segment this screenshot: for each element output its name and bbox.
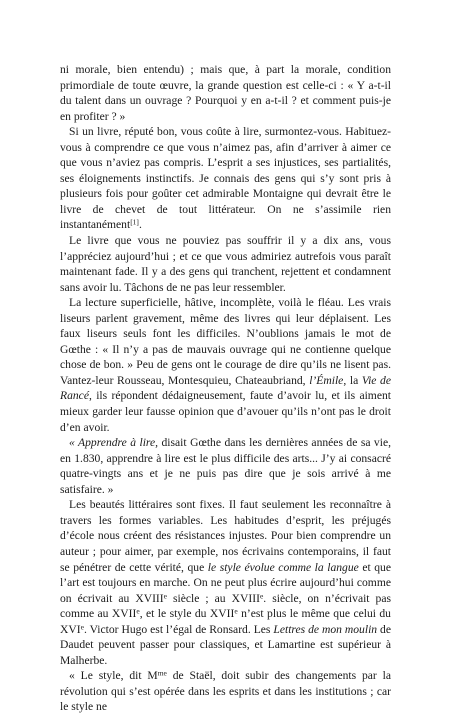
- text-run: ni morale, bien entendu) ; mais que, à part la morale, condition primordiale de toute œuvre, la grande question est celle-ci : « Y a-t-il du talent dans un ouvrage ? Pourquoi y en a-t-il ? et comment puis-je en profiter ? »: [60, 63, 391, 123]
- superscript: e: [80, 622, 84, 632]
- superscript: e: [259, 591, 264, 601]
- text-run: .: [138, 218, 142, 232]
- footnote-marker[interactable]: [1]: [130, 218, 139, 228]
- paragraph-goethe-quote: [60, 435, 391, 497]
- text-run: n’est plus le même que celui du XVI: [60, 607, 391, 636]
- paragraph-lecture-superficielle: [60, 295, 391, 435]
- paragraph-mme-de-stael: [60, 668, 391, 715]
- text-run: et que l’art est toujours en marche. On ne peut plus écrire aujourd’hui comme on écrivait au XVIII: [60, 560, 392, 605]
- paragraph-beautes-litteraires: [60, 497, 391, 668]
- italic-text: le style évolue comme la langue: [207, 560, 359, 574]
- italic-text: « Apprendre à lire,: [69, 436, 159, 450]
- text-run: , ils répondent dédaigneusement, faute d’avoir lu, et ils aiment mieux garder leur fausse opinion que d’avouer qu’ils n’ont pas le droit d’en avoir.: [60, 389, 391, 434]
- paragraph-livre-dix-ans: [60, 233, 391, 295]
- text-run: La lecture superficielle, hâtive, incomplète, voilà le fléau. Les vrais liseurs parlent gravement, même des livres qui leur déplaisent. Les faux liseurs seuls font les difficiles. N’oublions jamais le mot de Gœthe : « Il n’y a pas de mauvais ouvrage qui ne contienne quelque chose de bon. » Peu de gens ont le courage de dire qu’ils ne lisent pas. Vantez-leur Rousseau, Montesquieu, Chateaubriand,: [60, 296, 391, 387]
- italic-text: l’Émile: [309, 373, 344, 387]
- book-page-text: [60, 62, 391, 715]
- text-run: Les beautés littéraires sont fixes. Il faut seulement les reconnaître à travers les formes variables. Les habitudes d’esprit, les préjugés d’école nous créent des résistances injustes. Pour bien comprendre un auteur ; pour aimer, par exemple, nos écrivains contemporains, il faut se pénétrer de cette vérité, que: [60, 498, 391, 574]
- text-run: siècle ; au XVIII: [167, 591, 260, 605]
- superscript: e: [136, 606, 140, 616]
- text-run: « Le style, dit M: [69, 669, 158, 683]
- text-run: . Victor Hugo est l’égal de Ronsard. Les: [83, 622, 274, 636]
- italic-text: Lettres de mon moulin: [273, 622, 378, 636]
- text-run: , la: [343, 373, 362, 387]
- italic-text: Vie de Rancé: [60, 373, 391, 403]
- text-run: , et le style du XVII: [139, 607, 235, 621]
- superscript: e: [163, 591, 168, 601]
- paragraph-continuation: [60, 62, 391, 124]
- text-run: Le livre que vous ne pouviez pas souffrir il y a dix ans, vous l’appréciez aujourd’hui ; et ce que vous admiriez autrefois vous paraît maintenant fade. Il y a des gens qui tranchent, rejettent et condamnent sans avoir lu. Tâchons de ne pas leur ressembler.: [60, 234, 391, 294]
- text-run: de Daudet peuvent passer pour classiques, et Lamartine est supérieur à Malherbe.: [60, 622, 391, 667]
- text-run: disait Gœthe dans les dernières années de sa vie, en 1.830, apprendre à lire est le plus difficile des arts... J’y ai consacré quatre-vingts ans et je ne puis pas dire que je sois arrivé à me satisfaire. »: [60, 436, 391, 496]
- text-run: Si un livre, réputé bon, vous coûte à lire, surmontez-vous. Habituez-vous à comprendre ce que vous n’aimez pas, afin d’arriver à aimer ce que vous n’aviez pas compris. L’esprit a ses injustices, ses partialités, ses éloignements instinctifs. Je connais des gens qui s’y sont pris à plusieurs fois pour goûter cet admirable Montaigne qui devrait être le livre de chevet de tout littérateur. On ne s’assimile rien instantanément: [60, 125, 391, 232]
- text-run: . siècle, on n’écrivait pas comme au XVII: [60, 591, 391, 621]
- superscript: e: [234, 606, 238, 616]
- superscript: me: [157, 668, 167, 678]
- text-run: de Staël, doit subir des changements par la révolution qui s’est opérée dans les esprits et dans les institutions ; car le style ne: [60, 669, 391, 714]
- paragraph-livre-repute: [60, 124, 391, 233]
